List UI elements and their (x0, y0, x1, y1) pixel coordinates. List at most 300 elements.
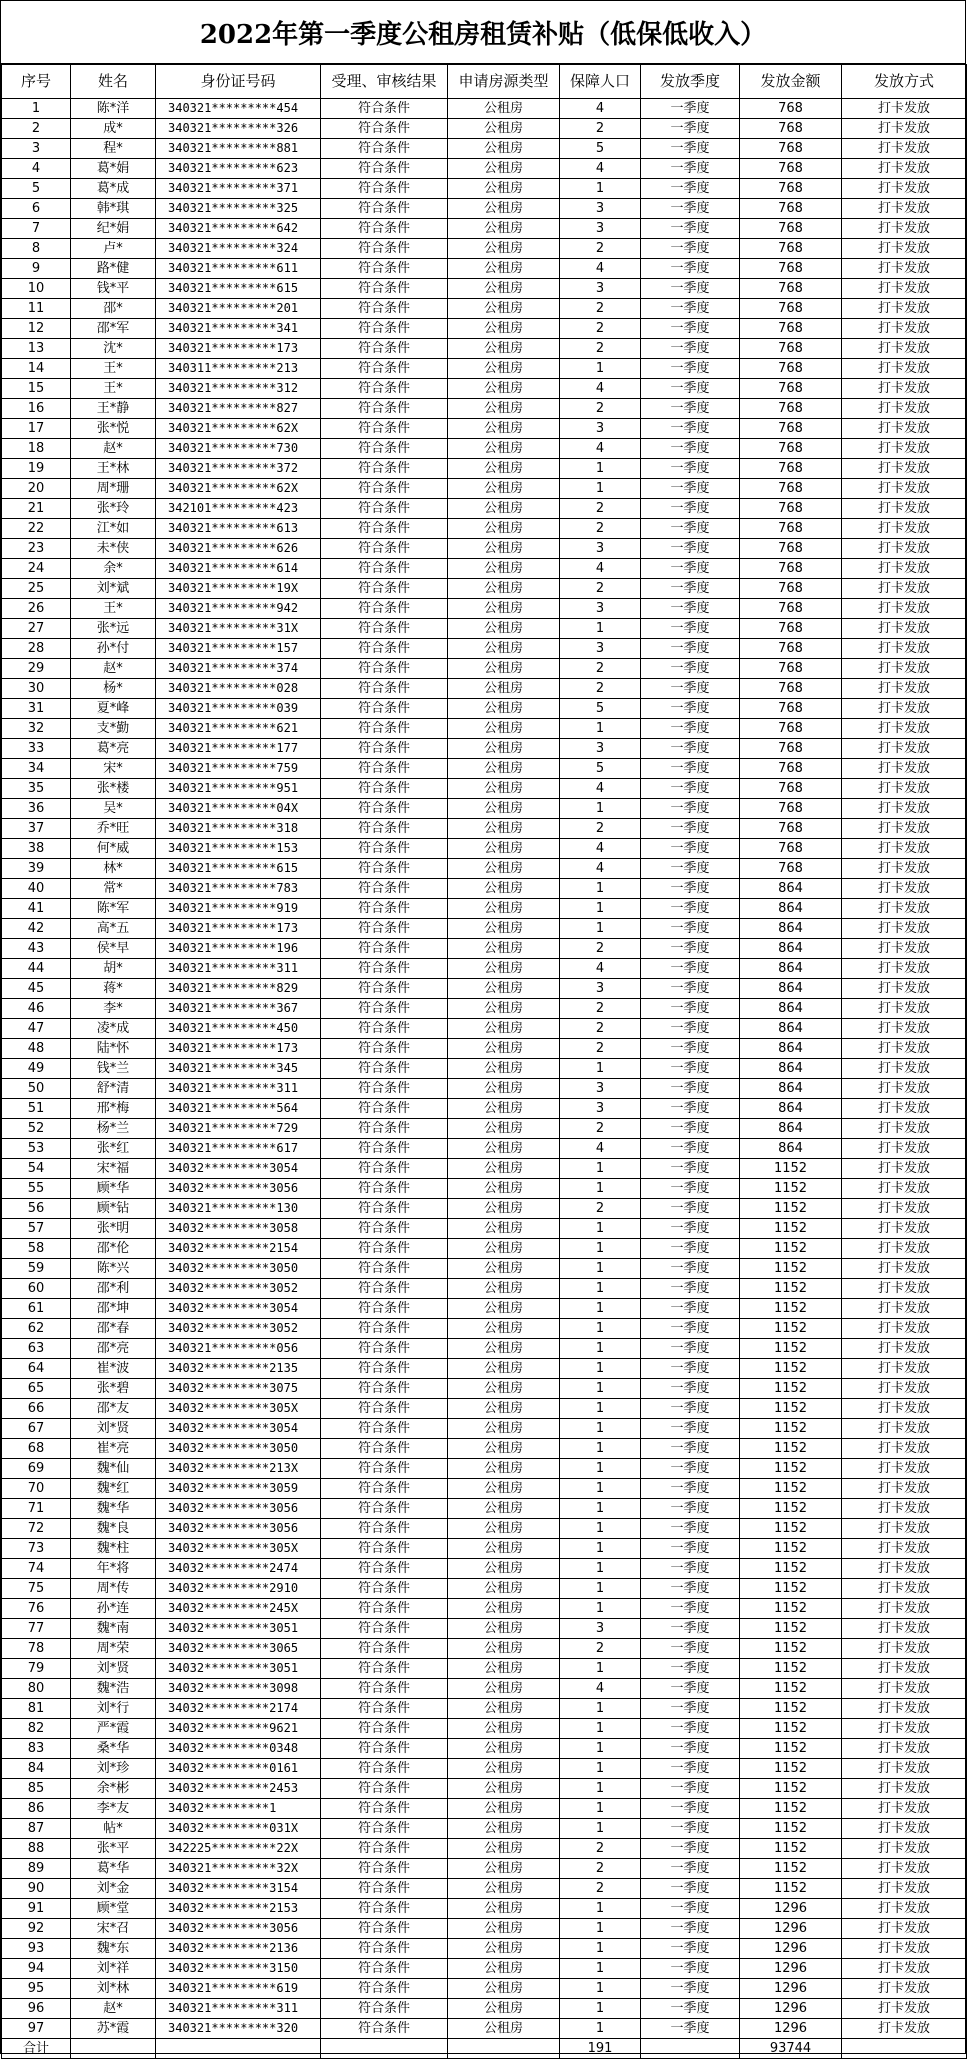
cell-method: 打卡发放 (842, 1139, 967, 1159)
cell-index: 20 (2, 479, 71, 499)
cell-method: 打卡发放 (842, 1679, 967, 1699)
cell-id-number: 340321*********372 (156, 459, 321, 479)
cell-review-result: 符合条件 (321, 699, 448, 719)
cell-review-result: 符合条件 (321, 1339, 448, 1359)
table-row (2, 659, 967, 679)
cell-housing-type: 公租房 (448, 1559, 560, 1579)
cell-quarter: 一季度 (641, 439, 740, 459)
cell-housing-type: 公租房 (448, 459, 560, 479)
cell-population: 2 (560, 319, 641, 339)
cell-housing-type: 公租房 (448, 1599, 560, 1619)
cell-population: 4 (560, 159, 641, 179)
cell-quarter: 一季度 (641, 1679, 740, 1699)
cell-population: 3 (560, 1619, 641, 1639)
cell-name: 江*如 (71, 519, 156, 539)
cell-quarter: 一季度 (641, 1339, 740, 1359)
table-row (2, 1819, 967, 1839)
cell-index: 54 (2, 1159, 71, 1179)
cell-method: 打卡发放 (842, 479, 967, 499)
cell-method: 打卡发放 (842, 1479, 967, 1499)
table-row (2, 859, 967, 879)
cell-amount: 1152 (740, 1499, 842, 1519)
cell-amount: 768 (740, 439, 842, 459)
cell-method: 打卡发放 (842, 359, 967, 379)
cell-housing-type: 公租房 (448, 1319, 560, 1339)
table-row (2, 119, 967, 139)
cell-id-number: 340321*********371 (156, 179, 321, 199)
cell-name: 张*平 (71, 1839, 156, 1859)
cell-index: 70 (2, 1479, 71, 1499)
cell-quarter: 一季度 (641, 919, 740, 939)
cell-quarter: 一季度 (641, 759, 740, 779)
table-row (2, 879, 967, 899)
cell-population: 5 (560, 759, 641, 779)
cell-id-number: 34032*********3054 (156, 1419, 321, 1439)
cell-amount: 864 (740, 919, 842, 939)
cell-population: 3 (560, 539, 641, 559)
cell-review-result: 符合条件 (321, 399, 448, 419)
cell-population: 2 (560, 519, 641, 539)
cell-population: 1 (560, 1559, 641, 1579)
table-row (2, 1759, 967, 1779)
cell-method: 打卡发放 (842, 959, 967, 979)
cell-housing-type: 公租房 (448, 759, 560, 779)
cell-method: 打卡发放 (842, 99, 967, 119)
cell-housing-type: 公租房 (448, 1279, 560, 1299)
cell-index: 28 (2, 639, 71, 659)
cell-review-result: 符合条件 (321, 339, 448, 359)
cell-id-number: 34032*********3058 (156, 1219, 321, 1239)
cell-population: 1 (560, 1899, 641, 1919)
cell-name: 张*远 (71, 619, 156, 639)
table-row (2, 1479, 967, 1499)
cell-index: 45 (2, 979, 71, 999)
cell-id-number: 340321*********951 (156, 779, 321, 799)
cell-name: 刘*贤 (71, 1659, 156, 1679)
cell-housing-type: 公租房 (448, 1039, 560, 1059)
cell-population: 1 (560, 799, 641, 819)
cell-id-number: 340321*********62X (156, 479, 321, 499)
cell-name: 何*威 (71, 839, 156, 859)
cell-id-number: 342225*********22X (156, 1839, 321, 1859)
cell-name: 刘*斌 (71, 579, 156, 599)
cell-method: 打卡发放 (842, 1519, 967, 1539)
cell-method: 打卡发放 (842, 1759, 967, 1779)
cell-housing-type: 公租房 (448, 819, 560, 839)
cell-population: 1 (560, 1499, 641, 1519)
cell-review-result: 符合条件 (321, 559, 448, 579)
table-row (2, 1659, 967, 1679)
cell-index: 32 (2, 719, 71, 739)
cell-name: 纪*娟 (71, 219, 156, 239)
cell-id-number: 340321*********056 (156, 1339, 321, 1359)
table-row (2, 759, 967, 779)
cell-review-result: 符合条件 (321, 199, 448, 219)
cell-index: 72 (2, 1519, 71, 1539)
cell-id-number: 340321*********177 (156, 739, 321, 759)
cell-amount: 1152 (740, 1419, 842, 1439)
table-row (2, 1319, 967, 1339)
cell-index: 13 (2, 339, 71, 359)
cell-review-result: 符合条件 (321, 1579, 448, 1599)
table-row (2, 499, 967, 519)
cell-name: 刘*行 (71, 1699, 156, 1719)
cell-housing-type: 公租房 (448, 1699, 560, 1719)
cell-id-number: 34032*********3065 (156, 1639, 321, 1659)
cell-name: 侯*早 (71, 939, 156, 959)
cell-amount: 1152 (740, 1779, 842, 1799)
cell-quarter: 一季度 (641, 599, 740, 619)
cell-amount: 1152 (740, 1859, 842, 1879)
cell-review-result: 符合条件 (321, 659, 448, 679)
cell-id-number: 340321*********311 (156, 959, 321, 979)
cell-amount: 768 (740, 479, 842, 499)
cell-housing-type: 公租房 (448, 1239, 560, 1259)
cell-review-result: 符合条件 (321, 159, 448, 179)
cell-method: 打卡发放 (842, 999, 967, 1019)
table-row (2, 1979, 967, 1999)
cell-amount: 1152 (740, 1299, 842, 1319)
cell-method: 打卡发放 (842, 839, 967, 859)
cell-housing-type: 公租房 (448, 1399, 560, 1419)
cell-name: 刘*祥 (71, 1959, 156, 1979)
cell-amount: 768 (740, 699, 842, 719)
cell-review-result: 符合条件 (321, 799, 448, 819)
cell-name: 邵*友 (71, 1399, 156, 1419)
cell-id-number: 34032*********1 (156, 1799, 321, 1819)
table-row (2, 1379, 967, 1399)
cell-housing-type: 公租房 (448, 1259, 560, 1279)
cell-population: 1 (560, 1739, 641, 1759)
cell-amount: 768 (740, 239, 842, 259)
cell-quarter: 一季度 (641, 319, 740, 339)
cell-index: 84 (2, 1759, 71, 1779)
cell-index: 78 (2, 1639, 71, 1659)
cell-index: 92 (2, 1919, 71, 1939)
cell-review-result: 符合条件 (321, 299, 448, 319)
table-row (2, 1899, 967, 1919)
cell-housing-type: 公租房 (448, 439, 560, 459)
cell-quarter: 一季度 (641, 1239, 740, 1259)
total-amount: 93744 (740, 2039, 842, 2059)
cell-id-number: 34032*********305X (156, 1539, 321, 1559)
cell-name: 孙*付 (71, 639, 156, 659)
cell-housing-type: 公租房 (448, 1179, 560, 1199)
cell-review-result: 符合条件 (321, 1259, 448, 1279)
cell-housing-type: 公租房 (448, 299, 560, 319)
cell-housing-type: 公租房 (448, 639, 560, 659)
cell-quarter: 一季度 (641, 1779, 740, 1799)
cell-housing-type: 公租房 (448, 1779, 560, 1799)
cell-id-number: 340321*********341 (156, 319, 321, 339)
cell-name: 吴* (71, 799, 156, 819)
table-row (2, 639, 967, 659)
cell-housing-type: 公租房 (448, 259, 560, 279)
table-row (2, 1519, 967, 1539)
cell-name: 李*友 (71, 1799, 156, 1819)
cell-index: 4 (2, 159, 71, 179)
cell-method: 打卡发放 (842, 1959, 967, 1979)
cell-method: 打卡发放 (842, 1699, 967, 1719)
cell-population: 1 (560, 1819, 641, 1839)
cell-id-number: 34032*********2154 (156, 1239, 321, 1259)
cell-population: 4 (560, 559, 641, 579)
cell-id-number: 340321*********039 (156, 699, 321, 719)
cell-method: 打卡发放 (842, 1579, 967, 1599)
table-row (2, 619, 967, 639)
cell-population: 2 (560, 339, 641, 359)
cell-population: 1 (560, 179, 641, 199)
cell-population: 3 (560, 1099, 641, 1119)
cell-review-result: 符合条件 (321, 1639, 448, 1659)
cell-population: 2 (560, 1199, 641, 1219)
cell-quarter: 一季度 (641, 1059, 740, 1079)
cell-review-result: 符合条件 (321, 1199, 448, 1219)
cell-quarter: 一季度 (641, 1459, 740, 1479)
cell-index: 56 (2, 1199, 71, 1219)
cell-name: 未*侠 (71, 539, 156, 559)
table-row (2, 1219, 967, 1239)
cell-housing-type: 公租房 (448, 1639, 560, 1659)
cell-amount: 1152 (740, 1819, 842, 1839)
cell-index: 91 (2, 1899, 71, 1919)
cell-population: 3 (560, 639, 641, 659)
cell-method: 打卡发放 (842, 459, 967, 479)
cell-method: 打卡发放 (842, 1539, 967, 1559)
cell-name: 王* (71, 379, 156, 399)
cell-housing-type: 公租房 (448, 1759, 560, 1779)
cell-review-result: 符合条件 (321, 239, 448, 259)
cell-amount: 1296 (740, 2019, 842, 2039)
cell-quarter: 一季度 (641, 1439, 740, 1459)
cell-amount: 1152 (740, 1599, 842, 1619)
total-empty-cell (842, 2039, 967, 2059)
table-row (2, 1859, 967, 1879)
cell-method: 打卡发放 (842, 659, 967, 679)
cell-housing-type: 公租房 (448, 1199, 560, 1219)
cell-index: 22 (2, 519, 71, 539)
cell-method: 打卡发放 (842, 219, 967, 239)
cell-housing-type: 公租房 (448, 1119, 560, 1139)
cell-population: 1 (560, 1159, 641, 1179)
table-row (2, 1359, 967, 1379)
table-row (2, 139, 967, 159)
total-empty-cell (641, 2039, 740, 2059)
cell-index: 71 (2, 1499, 71, 1519)
cell-amount: 864 (740, 899, 842, 919)
cell-quarter: 一季度 (641, 459, 740, 479)
cell-id-number: 34032*********3075 (156, 1379, 321, 1399)
cell-method: 打卡发放 (842, 759, 967, 779)
cell-name: 葛*亮 (71, 739, 156, 759)
cell-amount: 864 (740, 999, 842, 1019)
cell-amount: 768 (740, 119, 842, 139)
cell-index: 33 (2, 739, 71, 759)
cell-amount: 1152 (740, 1559, 842, 1579)
cell-review-result: 符合条件 (321, 1939, 448, 1959)
cell-index: 73 (2, 1539, 71, 1559)
cell-method: 打卡发放 (842, 1059, 967, 1079)
cell-id-number: 340321*********324 (156, 239, 321, 259)
cell-index: 34 (2, 759, 71, 779)
cell-review-result: 符合条件 (321, 379, 448, 399)
cell-index: 68 (2, 1439, 71, 1459)
cell-id-number: 340321*********196 (156, 939, 321, 959)
cell-housing-type: 公租房 (448, 1819, 560, 1839)
cell-housing-type: 公租房 (448, 99, 560, 119)
cell-name: 邵*伦 (71, 1239, 156, 1259)
cell-method: 打卡发放 (842, 1659, 967, 1679)
cell-population: 2 (560, 999, 641, 1019)
cell-index: 93 (2, 1939, 71, 1959)
table-row (2, 1639, 967, 1659)
cell-housing-type: 公租房 (448, 339, 560, 359)
cell-amount: 768 (740, 499, 842, 519)
cell-housing-type: 公租房 (448, 659, 560, 679)
cell-id-number: 34032*********0348 (156, 1739, 321, 1759)
cell-index: 82 (2, 1719, 71, 1739)
cell-id-number: 34032*********3051 (156, 1619, 321, 1639)
table-row (2, 1459, 967, 1479)
cell-housing-type: 公租房 (448, 959, 560, 979)
cell-population: 1 (560, 1519, 641, 1539)
header-method: 发放方式 (842, 65, 967, 99)
table-row (2, 1539, 967, 1559)
cell-review-result: 符合条件 (321, 119, 448, 139)
cell-housing-type: 公租房 (448, 699, 560, 719)
header-housing-type: 申请房源类型 (448, 65, 560, 99)
table-row (2, 1179, 967, 1199)
cell-amount: 768 (740, 799, 842, 819)
cell-method: 打卡发放 (842, 1119, 967, 1139)
cell-amount: 864 (740, 1099, 842, 1119)
cell-amount: 1296 (740, 1999, 842, 2019)
cell-quarter: 一季度 (641, 1639, 740, 1659)
table-row (2, 1499, 967, 1519)
cell-index: 30 (2, 679, 71, 699)
cell-index: 14 (2, 359, 71, 379)
table-row (2, 1559, 967, 1579)
table-row (2, 1199, 967, 1219)
table-row (2, 1299, 967, 1319)
table-row (2, 1779, 967, 1799)
cell-index: 52 (2, 1119, 71, 1139)
table-row (2, 839, 967, 859)
table-header-row (2, 65, 967, 99)
cell-amount: 768 (740, 159, 842, 179)
cell-amount: 768 (740, 99, 842, 119)
cell-method: 打卡发放 (842, 779, 967, 799)
cell-housing-type: 公租房 (448, 1159, 560, 1179)
cell-housing-type: 公租房 (448, 1519, 560, 1539)
cell-quarter: 一季度 (641, 119, 740, 139)
cell-name: 孙*连 (71, 1599, 156, 1619)
total-empty-cell (156, 2039, 321, 2059)
cell-review-result: 符合条件 (321, 1619, 448, 1639)
header-population: 保障人口 (560, 65, 641, 99)
cell-name: 顾*华 (71, 1179, 156, 1199)
cell-amount: 768 (740, 379, 842, 399)
cell-name: 赵* (71, 439, 156, 459)
cell-population: 4 (560, 859, 641, 879)
table-row (2, 479, 967, 499)
cell-housing-type: 公租房 (448, 779, 560, 799)
cell-name: 韩*琪 (71, 199, 156, 219)
cell-amount: 864 (740, 959, 842, 979)
cell-review-result: 符合条件 (321, 219, 448, 239)
cell-housing-type: 公租房 (448, 519, 560, 539)
cell-review-result: 符合条件 (321, 1719, 448, 1739)
cell-amount: 864 (740, 1019, 842, 1039)
cell-id-number: 340321*********173 (156, 339, 321, 359)
cell-amount: 768 (740, 259, 842, 279)
cell-method: 打卡发放 (842, 1899, 967, 1919)
cell-quarter: 一季度 (641, 279, 740, 299)
table-row (2, 959, 967, 979)
cell-population: 4 (560, 99, 641, 119)
cell-population: 1 (560, 1419, 641, 1439)
cell-method: 打卡发放 (842, 1279, 967, 1299)
cell-id-number: 340321*********759 (156, 759, 321, 779)
cell-quarter: 一季度 (641, 1139, 740, 1159)
table-row (2, 1139, 967, 1159)
table-row (2, 1019, 967, 1039)
cell-population: 1 (560, 1259, 641, 1279)
cell-population: 1 (560, 1059, 641, 1079)
cell-review-result: 符合条件 (321, 1359, 448, 1379)
cell-population: 1 (560, 1539, 641, 1559)
cell-index: 10 (2, 279, 71, 299)
cell-id-number: 340321*********318 (156, 819, 321, 839)
cell-quarter: 一季度 (641, 419, 740, 439)
table-row (2, 1059, 967, 1079)
cell-amount: 1152 (740, 1439, 842, 1459)
cell-review-result: 符合条件 (321, 499, 448, 519)
cell-housing-type: 公租房 (448, 499, 560, 519)
cell-review-result: 符合条件 (321, 1779, 448, 1799)
cell-name: 邵*亮 (71, 1339, 156, 1359)
cell-amount: 768 (740, 219, 842, 239)
cell-index: 47 (2, 1019, 71, 1039)
cell-method: 打卡发放 (842, 599, 967, 619)
cell-index: 9 (2, 259, 71, 279)
cell-amount: 1152 (740, 1619, 842, 1639)
cell-population: 1 (560, 1319, 641, 1339)
cell-method: 打卡发放 (842, 1719, 967, 1739)
cell-review-result: 符合条件 (321, 1079, 448, 1099)
cell-id-number: 340321*********04X (156, 799, 321, 819)
cell-name: 赵* (71, 659, 156, 679)
cell-method: 打卡发放 (842, 299, 967, 319)
cell-id-number: 340321*********153 (156, 839, 321, 859)
cell-review-result: 符合条件 (321, 739, 448, 759)
cell-name: 林* (71, 859, 156, 879)
cell-name: 高*五 (71, 919, 156, 939)
cell-name: 刘*林 (71, 1979, 156, 1999)
cell-index: 31 (2, 699, 71, 719)
table-row (2, 1099, 967, 1119)
cell-name: 成* (71, 119, 156, 139)
cell-quarter: 一季度 (641, 619, 740, 639)
header-review-result: 受理、审核结果 (321, 65, 448, 99)
cell-review-result: 符合条件 (321, 1519, 448, 1539)
cell-id-number: 34032*********031X (156, 1819, 321, 1839)
cell-quarter: 一季度 (641, 1599, 740, 1619)
cell-amount: 1152 (740, 1339, 842, 1359)
cell-id-number: 340321*********619 (156, 1979, 321, 1999)
cell-review-result: 符合条件 (321, 519, 448, 539)
table-row (2, 279, 967, 299)
